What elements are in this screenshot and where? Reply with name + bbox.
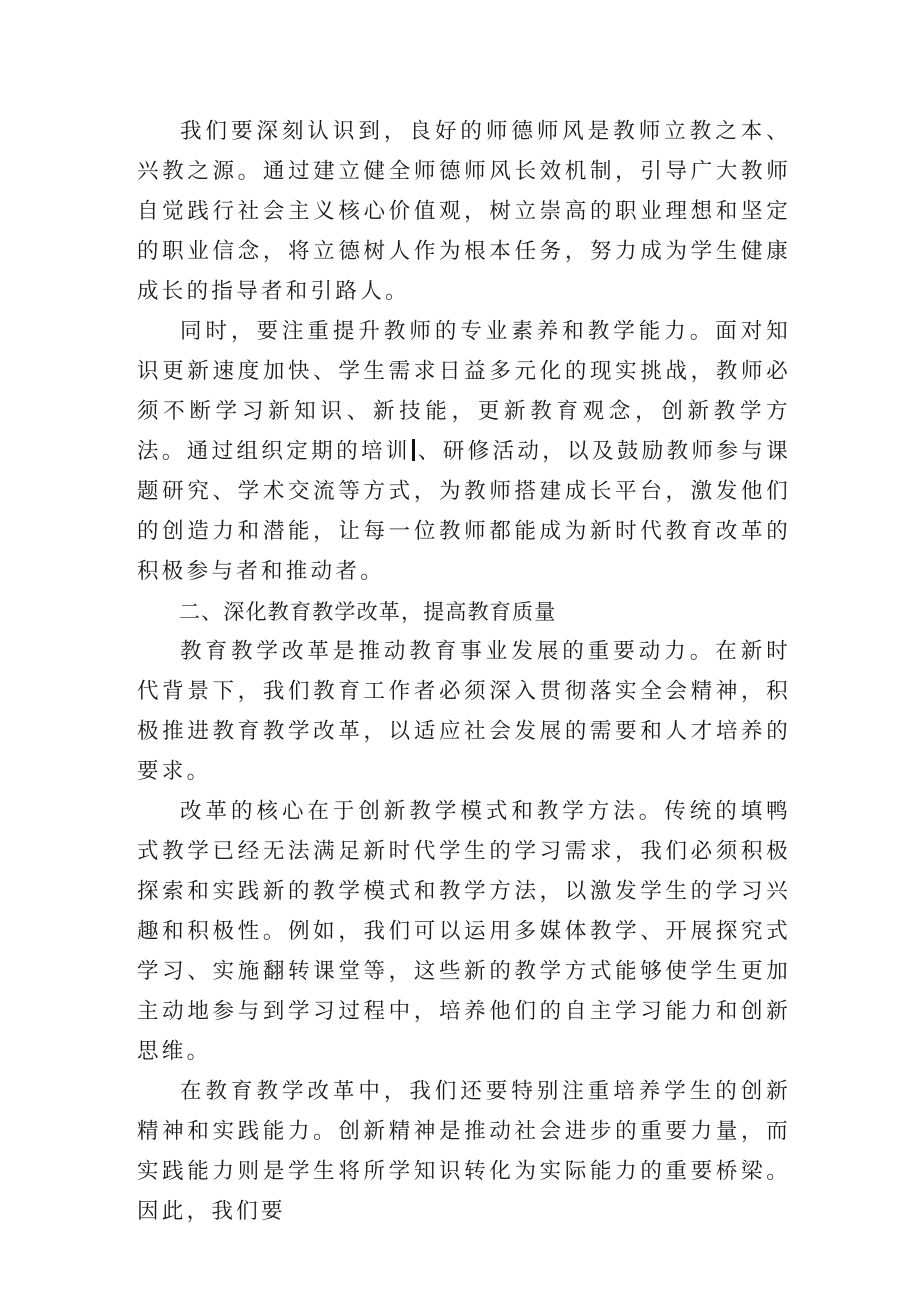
paragraph-reform-driver: 教育教学改革是推动教育事业发展的重要动力。在新时代背景下，我们教育工作者必须深入贯彻落实全会精神，积极推进教育教学改革，以适应社会发展的需要和人才培养的要求。 (137, 639, 791, 784)
paragraph-innovation-practice: 在教育教学改革中，我们还要特别注重培养学生的创新精神和实践能力。创新精神是推动社会进步的重要力量，而实践能力则是学生将所学知识转化为实际能力的重要桥梁。因此，我们要 (137, 1079, 791, 1224)
paragraph-teacher-ethics: 我们要深刻认识到，良好的师德师风是教师立教之本、兴教之源。通过建立健全师德师风长效机制，引导广大教师自觉践行社会主义核心价值观，树立崇高的职业理想和坚定的职业信念，将立德树人作为根本任务，努力成为学生健康成长的指导者和引路人。 (137, 119, 791, 304)
section-heading-2: 二、深化教育教学改革，提高教育质量 (179, 600, 557, 624)
paragraph-reform-core: 改革的核心在于创新教学模式和教学方法。传统的填鸭式教学已经无法满足新时代学生的学习需求，我们必须积极探索和实践新的教学模式和教学方法，以激发学生的学习兴趣和积极性。例如，我们可以运用多媒体教学、开展探究式学习、实施翻转课堂等，这些新的教学方式能够使学生更加主动地参与到学习过程中，培养他们的自主学习能力和创新思维。 (137, 799, 791, 1064)
text-cursor (412, 439, 415, 461)
paragraph-teacher-competence (137, 312, 791, 592)
document-body (137, 112, 791, 1232)
paragraph-text-after-caret: 、研修活动，以及鼓励教师参与课题研究、学术交流等方式，为教师搭建成长平台，激发他们的创造力和潜能，让每一位教师都能成为新时代教育改革的积极参与者和推动者。 (137, 439, 791, 584)
paragraph-text-before-caret: 同时，要注重提升教师的专业素养和教学能力。面对知识更新速度加快、学生需求日益多元化的现实挑战，教师必须不断学习新知识、新技能，更新教育观念，创新教学方法。通过组织定期的培训 (137, 319, 791, 464)
